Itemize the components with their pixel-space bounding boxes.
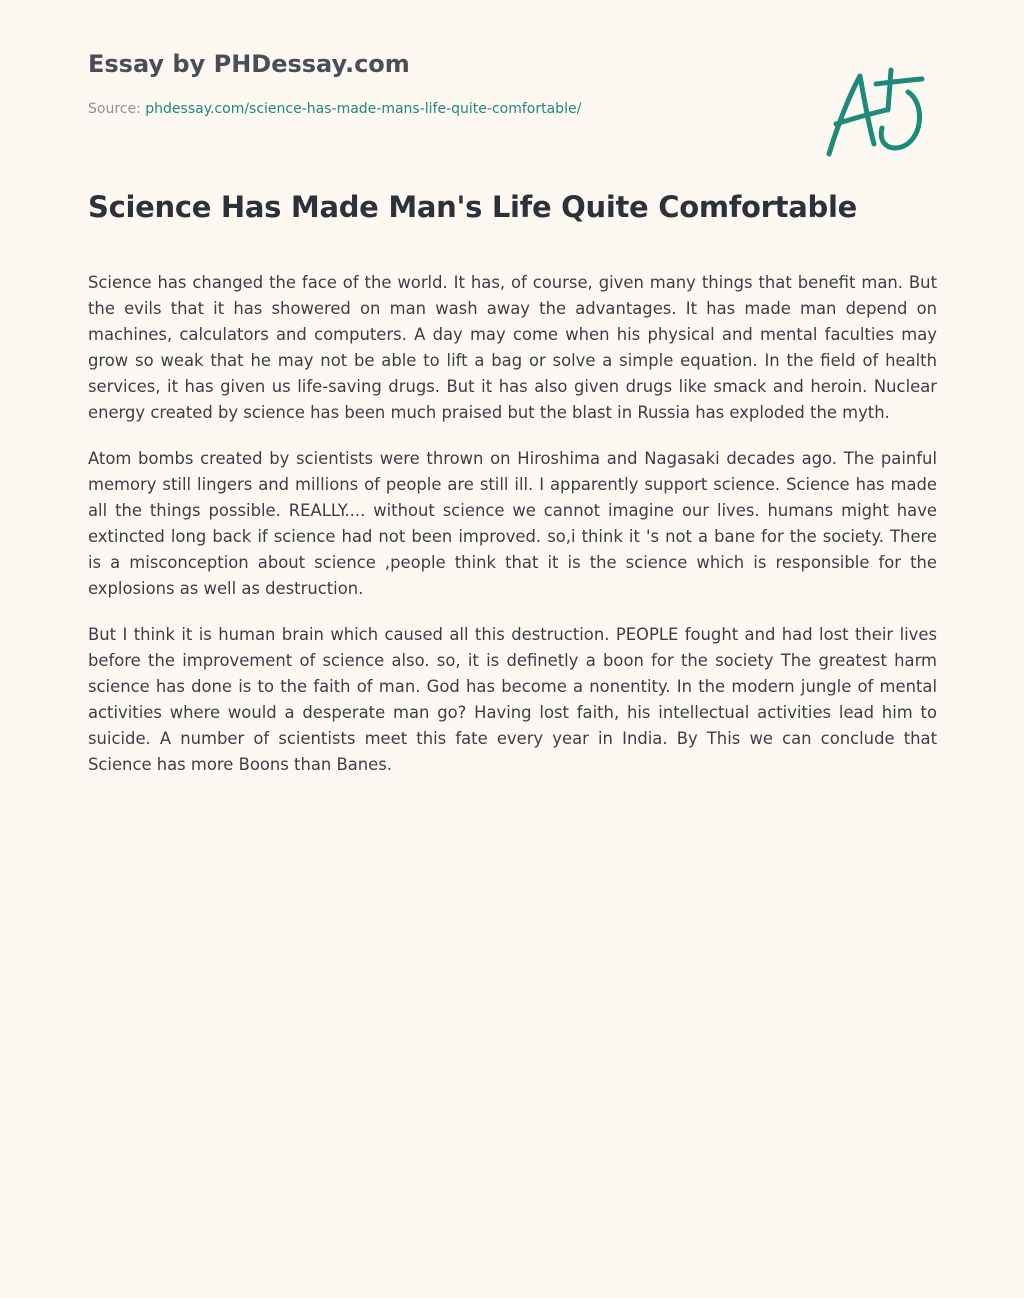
essay-title: Science Has Made Man's Life Quite Comfortable: [88, 190, 857, 224]
essay-paragraph: Science has changed the face of the world. It has, of course, given many things that benefit man. But the evils that it has showered on man wash away the advantages. It has made man depend on machines, calculators and computers. A day may come when his physical and mental faculties may grow so weak that he may not be able to lift a bag or solve a simple equation. In the field of health services, it has given us life-saving drugs. But it has also given drugs like smack and heroin. Nuclear energy created by science has been much praised but the blast in Russia has exploded the myth.: [88, 273, 937, 422]
essay-paragraph: But I think it is human brain which caused all this destruction. PEOPLE fought and had lost their lives before the improvement of science also. so, it is definetly a boon for the society The greatest harm science has done is to the faith of man. God has become a nonentity. In the modern jungle of mental activities where would a desperate man go? Having lost faith, his intellectual activities lead him to suicide. A number of scientists meet this fate every year in India. By This we can conclude that Science has more Boons than Banes.: [88, 625, 937, 774]
source-line: [88, 101, 581, 117]
site-title: Essay by PHDessay.com: [88, 50, 410, 78]
source-label: Source:: [88, 101, 146, 117]
essay-paragraph: Atom bombs created by scientists were thrown on Hiroshima and Nagasaki decades ago. The painful memory still lingers and millions of people are still ill. I apparently support science. Science has made all the things possible. REALLY.... without science we cannot imagine our lives. humans might have extincted long back if science had not been improved. so,i think it 's not a bane for the society. There is a misconception about science ,people think that it is the science which is responsible for the explosions as well as destruction.: [88, 449, 937, 598]
a-plus-grade-icon: [820, 62, 932, 166]
source-link[interactable]: phdessay.com/science-has-made-mans-life-quite-comfortable/: [145, 101, 582, 117]
essay-body: [88, 270, 937, 798]
